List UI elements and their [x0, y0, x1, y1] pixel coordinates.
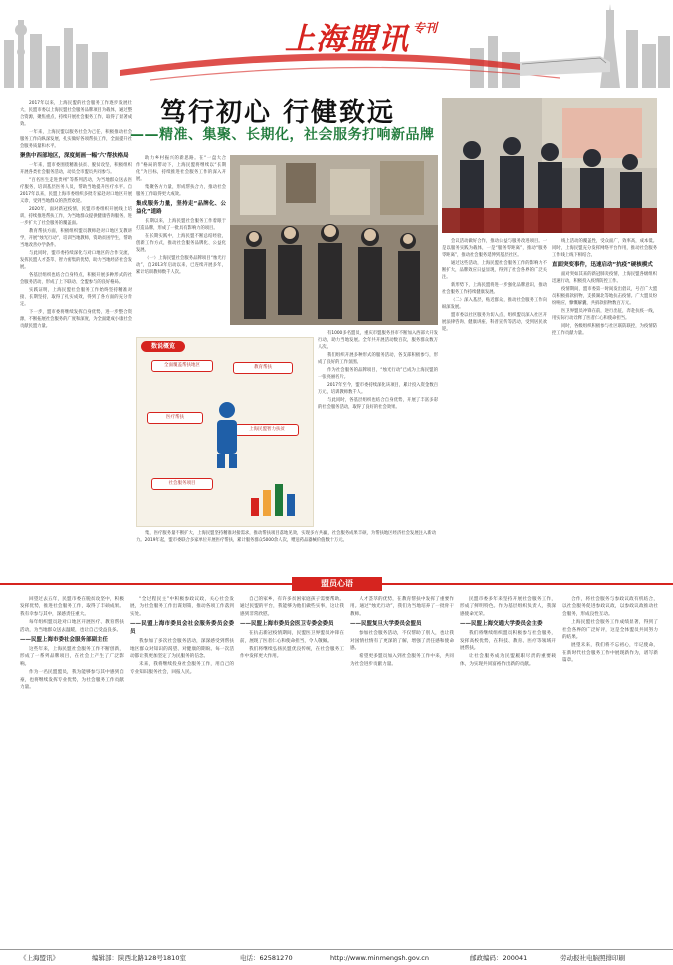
- data-infographic: [136, 337, 314, 527]
- left-intro: 2017年以来，上海民盟的社会服务工作逐步发展壮大，民盟市委以上海民盟社会服务品牌项目为载体，通过整合资源，聚焦重点，持续开展社会服务工作，取得了显著成效。: [20, 101, 132, 127]
- event-photo-exhibition: [230, 155, 438, 325]
- charts-icon: [247, 478, 301, 518]
- voices-column-3: 自己的家乡，有许多贫困家庭孩子需要帮助。通过民盟的平台，我能够为他们做些实事，这让我感到非常欣慰。 ——民盟上海市委员会医卫专委会委员 在抗击新冠疫情期间，民盟医卫界盟员冲锋在前，展现了医者仁心和使命担当，令人敬佩。 我们将继续弘扬民盟优良传统，在社会服务工作中发挥更大作用。: [240, 597, 344, 660]
- page-headline: 笃行初心 行健致远: [160, 98, 396, 128]
- left-column-text: 2017年以来，上海民盟的社会服务工作逐步发展壮大，民盟市委以上海民盟社会服务品牌项目为载体，通过整合资源，聚焦重点，持续开展社会服务工作，取得了显著成效。 一年来，上海民盟以服务社会为己任，积极推动社会服务工作向纵深发展，扎实做好各项帮扶工作，全面提升社会服务质量和水平。 聚焦中西部地区，深度刻画一幅‘六’帮扶格局 一年来，盟市委围绕精准扶贫、脱贫攻坚，积极组织开展各类社会服务活动，动员全市盟员共同参与。 “百名医生走进贵州”等系列活动，为当地群众送去医疗服务，培训基层医务人员，帮助当地提升医疗水平。自2017年以来，民盟上海市委组织多批专家赴对口地区开展义诊，受到当地群众的热烈欢迎。 2020年，面对新冠疫情，民盟市委组织开展线上培训，持续推进帮扶工作，为当地群众提供健康咨询服务，进一步扩大了社会服务的覆盖面。 教育帮扶方面，积极组织盟员教师赴对口地区支教讲学，开展“烛光行动”，培训当地教师，资助贫困学生，帮助当地改善办学条件。 与此同时，盟市委持续深化与对口地区的合作交流，发挥民盟人才荟萃、智力密集的优势，助力当地经济社会发展。 各基层组织也结合自身特点，积极开展多种形式的社会服务活动，形成了上下联动、全盟参与的良好格局。 实践证明，上海民盟社会服务工作始终坚持精准对接、长期坚持，取得了扎实成效，得到了各方面的充分肯定。 下一步，盟市委将继续发挥自身优势，进一步整合资源，不断拓展社会服务的广度和深度，为全面建成小康社会贡献民盟力量。: [20, 101, 132, 329]
- page-footer: [0, 949, 673, 965]
- mid-heading: 集成服务力量，坚持走“品牌化、公益化”道路: [136, 201, 226, 215]
- page-subheadline: ——精准、集聚、长期化，社会服务打响新品牌: [130, 127, 435, 143]
- footer-paper-name: 《上海盟讯》: [20, 954, 59, 962]
- infographic-bubble-1: 全面覆盖帮扶地区: [151, 360, 213, 372]
- masthead-logo: [285, 8, 455, 58]
- footer-phone: 电话：62581270: [240, 954, 293, 962]
- footer-postcode: 邮政编码：200041: [470, 954, 528, 962]
- center-lower-text: 有1000多名盟员，重庆市盟服务县市不断加入西部大开发行动，助力当地发展。全年共开展活动数百次，服务群众数万人次。 我们组织开展多种形式的服务活动，各支部积极参与，形成了良好的工作氛围。 作为社会服务的品牌项目，“烛光行动”已成为上海民盟的一张亮丽名片。 2017年至今，盟市委持续深化该项目，累计投入资金数百万元，培训教师数千人。 与此同时，各基层组织也结合自身优势，开展了丰富多彩的社会服务活动，取得了良好的社会效果。: [318, 331, 438, 410]
- center-bottom-text: 集，医疗服务量不断扩大，上海民盟坚持精准对接需求，推动帮扶项目落地见效，实现多方共赢，社会服务成果丰硕，为帮扶地区经济社会发展注入新动力。2019年起，盟市委联合多家单位开展医疗帮扶，累计服务群众5000余人次，赠送药品器械价值数十万元。: [136, 531, 436, 543]
- event-photo-ceremony: [442, 98, 657, 233]
- infographic-bubble-5: 社会服务项目: [151, 478, 213, 490]
- masthead-banner: [0, 0, 673, 88]
- footer-editor-address: 编辑部：陕西北路128号1810室: [92, 954, 186, 962]
- mid-left-column-text: 助力乡村振兴的新思路。在“一盘大合作”格局的带动下，上海民盟将继续以“长期化”为目标，持续推进社会服务工作的深入开展。 集聚各方力量，形成帮扶合力，推动社会服务工作取得更大成效。 集成服务力量，坚持走“品牌化、公益化”道路 长期以来，上海民盟社会服务工作着眼于打造品牌，形成了一批具有影响力的项目。 在长期实践中，上海民盟不断总结经验，创新工作方式，推动社会服务品牌化、公益化发展。 （一）上海民盟社会服务品牌项目“烛光行动”，自2013年启动以来，已连续开展多年，累计培训教师数千人次。: [136, 156, 226, 275]
- infographic-bubble-4: 上海民盟智力扶贫: [235, 424, 299, 436]
- right-heading: 直面突变事件，迅速启动“抗疫”硬核模式: [552, 262, 653, 268]
- voices-column-1: 回望过去五年，民盟市委在脱贫攻坚中，积极发挥优势，推进社会服务工作，取得了丰硕成果。我有幸参与其中，深感责任重大。 每年组织盟员赴对口地区开展医疗、教育帮扶活动，为当地群众送去温暖，也让自己受益良多。 ——民盟上海市委社会服务部副主任 这些年来，上海民盟社会服务工作不断创新，形成了一系列品牌项目，在社会上产生了广泛影响。 作为一名民盟盟员，我为能够参与其中感到自豪，也将继续发挥专业优势，为社会服务工作贡献力量。: [20, 597, 124, 691]
- footer-website[interactable]: http://www.minmengsh.gov.cn: [330, 954, 429, 962]
- voice-signature-5: ——民盟上海交通大学委员会主委: [460, 621, 543, 628]
- infographic-bubble-2: 教育帮扶: [233, 362, 293, 374]
- right-body: 面对突如其来的新冠肺炎疫情，上海民盟各级组织迅速行动，积极投入疫情防控工作。: [552, 272, 657, 284]
- left-body: 一年来，盟市委围绕精准扶贫、脱贫攻坚，积极组织开展各类社会服务活动，动员全市盟员共同参与。: [20, 163, 132, 175]
- voice-signature-2: ——民盟上海市委员会社会服务委员会委员: [130, 621, 234, 636]
- infographic-bubble-3: 医疗帮扶: [147, 412, 203, 424]
- voices-column-4: 人才荟萃的优势，在教育帮扶中发挥了重要作用。通过“烛光行动”，我们为当地培养了一批骨干教师。 ——民盟复旦大学委员会盟员 参加社会服务活动，不仅帮助了别人，也让我对国情社情有了更深的了解，增强了责任感和使命感。 希望更多盟员加入到社会服务工作中来，共同为社会进步贡献力量。: [350, 597, 454, 667]
- footer-printer: 劳动报社电脑照排印刷: [560, 954, 625, 962]
- voice-signature-3: ——民盟上海市委员会医卫专委会委员: [240, 621, 334, 628]
- mid-body: 长期以来，上海民盟社会服务工作着眼于打造品牌，形成了一批具有影响力的项目。: [136, 219, 226, 231]
- section-divider: [0, 577, 673, 591]
- voice-signature-4: ——民盟复旦大学委员会盟员: [350, 621, 422, 628]
- masthead-subtitle: 专刊: [413, 21, 438, 35]
- voice-signature-1: ——民盟上海市委社会服务部副主任: [20, 637, 109, 644]
- voices-column-6: 合作，将社会服务与参政议政有机结合，以社会服务促进参政议政，以参政议政推动社会服务，形成良性互动。 上海民盟社会服务工作成绩显著，得到了社会各界的广泛好评，这是全体盟员共同努力的结果。 展望未来，我们将不忘初心，牢记使命，在新时代社会服务工作中展现新作为，谱写新篇章。: [562, 597, 658, 664]
- masthead-title: 上海盟讯: [285, 22, 409, 57]
- right-column-text: 线上活动的覆盖性，受众面广，效率高，成本低。同时，上海民盟充分发挥网络平台作用，推动社会服务工作线上线下相结合。 直面突变事件，迅速启动“抗疫”硬核模式 面对突如其来的新冠肺炎疫情，上海民盟各级组织迅速行动，积极投入疫情防控工作。 疫情期间，盟市委第一时间发出倡议，号召广大盟员积极捐款捐物，支援湖北等地抗击疫情。广大盟员纷纷响应，慷慨解囊，共捐款捐物数百万元。 医卫界盟员冲锋在前，逆行出征，奔赴抗疫一线，用实际行动诠释了医者仁心和使命担当。 同时，各级组织积极参与社区联防联控，为疫情防控工作贡献力量。: [552, 239, 657, 336]
- infographic-tag: 数说概览: [141, 341, 185, 352]
- left-heading-1: 聚焦中西部地区，深度刻画一幅‘六’帮扶格局: [20, 153, 129, 159]
- voices-column-5: 民盟市委多年来坚持开展社会服务工作，形成了鲜明特色。作为基层组织负责人，我深感使命光荣。 ——民盟上海交通大学委员会主委 我们将继续组织盟员积极参与社会服务，发挥高校优势，在科技、教育、医疗等领域开展帮扶。 让社会服务成为民盟履职尽责的重要载体，为实现共同富裕作出新的贡献。: [460, 597, 556, 667]
- voices-column-2: “全过程民主”中积极参政议政，关心社会发展，为社会服务工作出谋划策，推动各项工作落到实处。 ——民盟上海市委员会社会服务委员会委员 我参加了多次社会服务活动，深深感受到帮扶地区群众对知识的渴望、对健康的期盼。每一次活动都让我更加坚定了为民服务的信念。 未来，我将继续投身社会服务工作，用自己的专业知识服务社会，回报人民。: [130, 597, 234, 675]
- section-title-voices: 盟员心语: [292, 577, 382, 591]
- mid-right-column-text: 会议活动做好合作，推动公益与服务改进项目。一是以服务实践为载体，一是“服务零距离”，推动“服务零距离”，推动社会服务延伸到基层社区。 通过这些活动，上海民盟社会服务工作的影响力不断扩大，品牌效应日益显现，得到了社会各界的广泛关注。 新形势下，上海民盟将进一步强化品牌意识，推动社会服务工作持续健康发展。 （二）深入基层，贴近群众，推动社会服务工作向纵深发展。 盟市委以社区服务为切入点，组织盟员深入社区开展法律咨询、健康讲座、科普宣传等活动，受到居民欢迎。: [442, 239, 547, 332]
- people-figures-icon: [207, 398, 247, 468]
